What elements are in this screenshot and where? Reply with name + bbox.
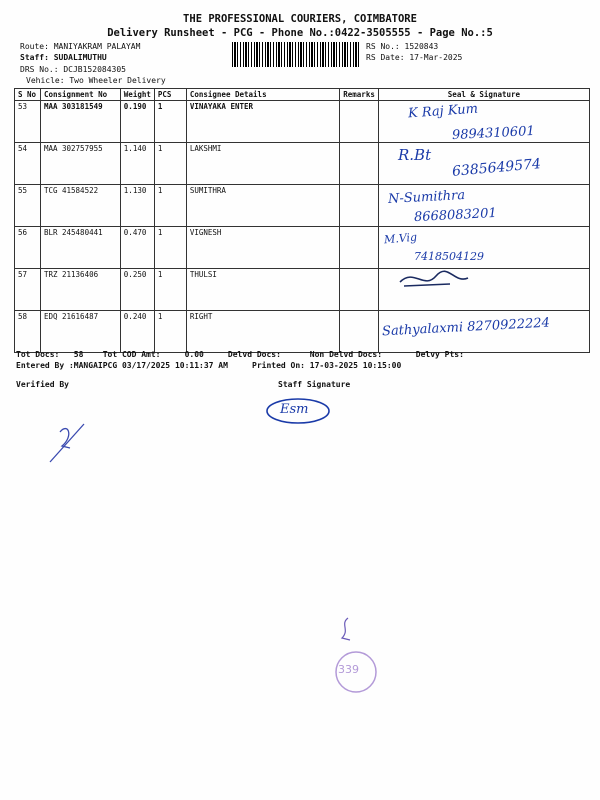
cell-consignee: VINAYAKA ENTER: [186, 101, 339, 143]
cell-remarks: [340, 185, 379, 227]
table-row: [15, 269, 590, 311]
col-weight: Weight: [120, 89, 154, 101]
drs-label: DRS No.: DCJB152084305: [20, 65, 126, 74]
verifier-signature: [40, 412, 110, 467]
cell-consignee: VIGNESH: [186, 227, 339, 269]
company-title: THE PROFESSIONAL COURIERS, COIMBATORE: [183, 13, 417, 25]
cell-consignee: RIGHT: [186, 311, 339, 353]
cell-pcs: 1: [154, 227, 186, 269]
col-sno: S No: [15, 89, 41, 101]
cell-weight: 0.240: [120, 311, 154, 353]
cell-weight: 0.470: [120, 227, 154, 269]
cell-pcs: 1: [154, 143, 186, 185]
col-consignee: Consignee Details: [186, 89, 339, 101]
cell-consignment: BLR 245480441: [40, 227, 120, 269]
cell-weight: 1.130: [120, 185, 154, 227]
cell-sno: 54: [15, 143, 41, 185]
cell-pcs: 1: [154, 101, 186, 143]
stamp-number: 339: [338, 663, 359, 676]
handwritten-name-phone: Sathyalaxmi 8270922224: [381, 315, 551, 340]
handwritten-name: K Raj Kum: [407, 101, 479, 122]
rs-no: RS No.: 1520843: [366, 42, 439, 51]
col-pcs: PCS: [154, 89, 186, 101]
cell-consignment: EDQ 21616487: [40, 311, 120, 353]
entered-by-line: Entered By :MANGAIPCG 03/17/2025 10:11:37 AM Printed On: 17-03-2025 10:15:00: [16, 361, 402, 370]
cell-weight: 0.250: [120, 269, 154, 311]
cell-sno: 53: [15, 101, 41, 143]
cell-sno: 55: [15, 185, 41, 227]
table-header: [15, 89, 590, 101]
totals-line: Tot Docs: 58 Tot COD Amt: 0.00 Delvd Docs: Non Delvd Docs: Delvy Pts:: [16, 350, 464, 359]
handwritten-name: N-Sumithra: [387, 187, 466, 208]
col-remarks: Remarks: [340, 89, 379, 101]
rs-date: RS Date: 17-Mar-2025: [366, 53, 463, 62]
cell-remarks: [340, 311, 379, 353]
vehicle-label: Vehicle: Two Wheeler Delivery: [26, 76, 166, 85]
cell-remarks: [340, 227, 379, 269]
cell-weight: 1.140: [120, 143, 154, 185]
handwritten-initials: R.Bt: [398, 146, 432, 164]
cell-sno: 58: [15, 311, 41, 353]
cell-pcs: 1: [154, 311, 186, 353]
cell-remarks: [340, 269, 379, 311]
cell-weight: 0.190: [120, 101, 154, 143]
staff-label: Staff: SUDALIMUTHU: [20, 53, 107, 62]
cell-consignment: MAA 302757955: [40, 143, 120, 185]
handwritten-phone: 6385649574: [451, 156, 542, 180]
cell-pcs: 1: [154, 185, 186, 227]
stamp-mark: [320, 610, 400, 700]
handwritten-phone: 8668083201: [413, 205, 498, 226]
handwritten-phone: 7418504129: [414, 250, 484, 263]
cell-consignment: TRZ 21136406: [40, 269, 120, 311]
staff-signature-text: Esm: [280, 402, 309, 417]
cell-consignment: MAA 303181549: [40, 101, 120, 143]
col-consignment: Consignment No: [40, 89, 120, 101]
cell-remarks: [340, 143, 379, 185]
handwritten-phone: 9894310601: [451, 123, 536, 144]
verified-by-label: Verified By: [16, 380, 69, 389]
cell-sno: 57: [15, 269, 41, 311]
staff-signature-label: Staff Signature: [278, 380, 351, 389]
runsheet-subtitle: Delivery Runsheet - PCG - Phone No.:0422-3505555 - Page No.:5: [107, 27, 493, 39]
handwritten-signature: M.Vig: [383, 230, 418, 247]
table-row: [15, 227, 590, 269]
cell-consignee: THULSI: [186, 269, 339, 311]
route-label: Route: MANIYAKRAM PALAYAM: [20, 42, 141, 51]
cell-sno: 56: [15, 227, 41, 269]
cell-consignee: LAKSHMI: [186, 143, 339, 185]
cell-consignment: TCG 41584522: [40, 185, 120, 227]
barcode: [232, 42, 360, 67]
cell-pcs: 1: [154, 269, 186, 311]
cell-consignee: SUMITHRA: [186, 185, 339, 227]
signature-scribble: [394, 264, 474, 294]
cell-remarks: [340, 101, 379, 143]
table-row: [15, 185, 590, 227]
col-signature: Seal & Signature: [378, 89, 589, 101]
